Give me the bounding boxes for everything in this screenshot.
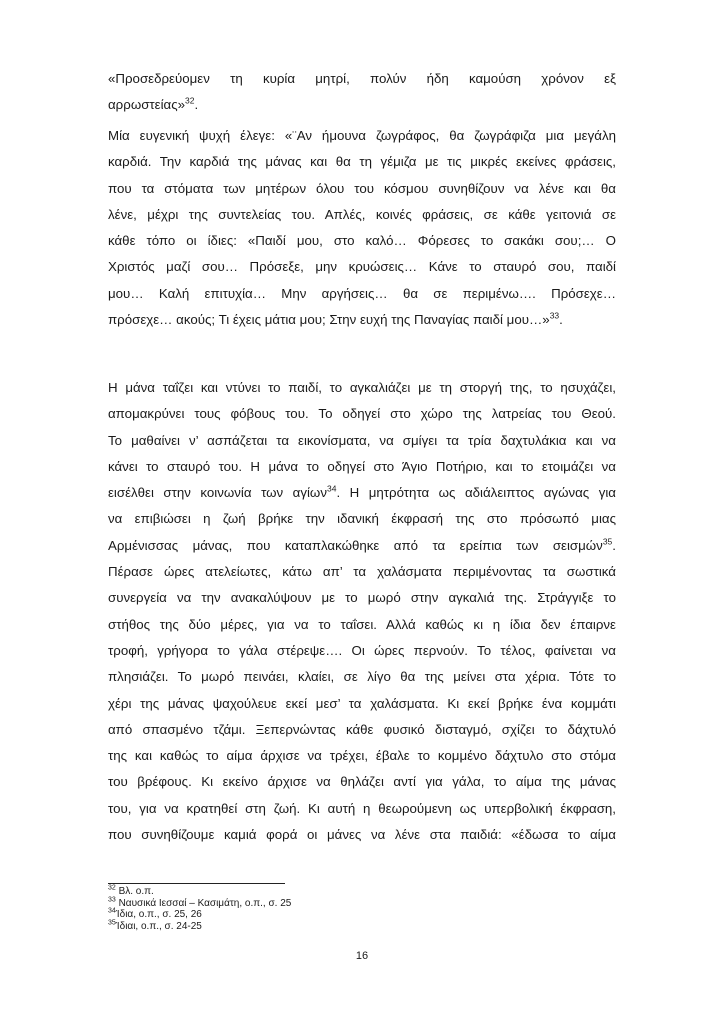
paragraph-line: τροφή, γρήγορα το γάλα στέρεψε…. Οι ώρες περνούν. Το τέλος, φαίνεται να <box>108 642 616 658</box>
footnote-separator <box>108 883 285 884</box>
footnote-number: 32 <box>108 884 116 892</box>
footnote-ref: 34 <box>326 483 337 494</box>
footnote-ref: 33 <box>549 310 560 321</box>
paragraph-line: από σπασμένο τζάμι. Ξεπερνώντας κάθε φυσικό δισταγμό, σχίζει το δάχτυλό <box>108 721 616 737</box>
paragraph-line-text: εισέλθει στην κοινωνία των αγίων <box>108 485 327 501</box>
footnote-text: Ναυσικά Ιεσσαί – Κασιμάτη, ο.π., σ. 25 <box>115 897 292 909</box>
page-number: 16 <box>355 950 369 962</box>
paragraph-line: Η μάνα ταΐζει και ντύνει το παιδί, το αγκαλιάζει με τη στοργή της, το ησυχάζει, <box>108 380 616 395</box>
paragraph-line: Πέρασε ώρες ατελείωτες, κάτω απ’ τα χαλάσματα περιμένοντας τα σωστικά <box>108 564 616 580</box>
paragraph-line: της και καθώς το αίμα άρχισε να τρέχει, έβαλε το κομμένο δάχτυλο στο στόμα <box>108 748 616 764</box>
footnote <box>108 909 508 921</box>
paragraph-1 <box>108 66 616 119</box>
paragraph-line: πλησιάζει. Το μωρό πεινάει, κλαίει, σε λίγο θα της μείνει στα χέρια. Τότε το <box>108 669 616 685</box>
paragraph-line: του, για να κρατηθεί στη ζωή. Κι αυτή η θεωρούμενη ως υπερβολική έκφραση, <box>108 800 616 816</box>
paragraph-line: μου… Καλή επιτυχία… Μην αργήσεις… θα σε περιμένω…. Πρόσεχε… <box>108 285 616 301</box>
paragraph-3 <box>108 375 616 848</box>
paragraph-line: αρρωστείας»$^{32}$. <box>108 95 199 113</box>
paragraph-line-text: πρόσεχε… ακούς; Τι έχεις μάτια μου; Στην ευχή της Παναγίας παιδί μου…» <box>108 312 550 328</box>
paragraph-line: Μία ευγενική ψυχή έλεγε: «¨Αν ήμουνα ζωγράφος, θα ζωγράφιζα μια μεγάλη <box>108 128 616 143</box>
paragraph-line: κάθε τόπο οι ίδιες: «Παιδί μου, στο καλό… Φόρεσες το σακάκι σου;… Ο <box>108 233 616 249</box>
paragraph-line: χέρι της μάνας ψαχούλευε εκεί μεσ’ τα χαλάσματα. Κι εκεί βρήκε ένα κομμάτι <box>108 695 616 711</box>
paragraph-line-text: αρρωστείας» <box>108 97 186 113</box>
paragraph-line: Το μαθαίνει ν’ ασπάζεται τα εικονίσματα, να σμίγει τα τρία δαχτυλάκια και να <box>108 432 616 448</box>
footnote-text: Ίδια, ο.π., σ. 25, 26 <box>115 909 202 921</box>
footnote-number: 33 <box>108 896 116 904</box>
paragraph-line: συνεργεία να την ανακαλύψουν με το μωρό στην αγκαλιά της. Στράγγιξε το <box>108 590 616 606</box>
paragraph-line: «Προσεδρεύομεν τη κυρία μητρί, πολύν ήδη καμούση χρόνον εξ <box>108 71 616 86</box>
footnote-number: 35 <box>108 919 116 927</box>
paragraph-line: πρόσεχε… ακούς; Τι έχεις μάτια μου; Στην ευχή της Παναγίας παιδί μου…»$^{33}$. <box>108 310 563 328</box>
footnote-ref: 32 <box>185 95 195 106</box>
footnote-ref: 35 <box>602 536 613 547</box>
paragraph-line: λένε, μέχρι της συντελείας του. Απλές, κοινές φράσεις, σε κάθε γειτονιά σε <box>108 206 616 222</box>
paragraph-2 <box>108 123 616 333</box>
footnote-text: Βλ. ο.π. <box>115 886 154 897</box>
footnote-text: Ίδιαι, ο.π., σ. 24-25 <box>115 920 202 932</box>
footnote <box>108 898 508 910</box>
paragraph-line: του βρέφους. Κι εκείνο άρχισε να θηλάζει αντί για γάλα, το αίμα της μάνας <box>108 774 616 790</box>
paragraph-line-text: . Η μητρότητα ως αδιάλειπτος αγώνας για <box>336 485 616 501</box>
paragraph-line: που συνηθίζουμε καμιά φορά οι μάνες να λένε στα παιδιά: «έδωσα το αίμα <box>108 827 616 843</box>
footnote <box>108 921 508 933</box>
paragraph-line: κάνει το σταυρό του. Η μάνα το οδηγεί στο Άγιο Ποτήριο, και το ετοιμάζει να <box>108 458 616 474</box>
paragraph-line: στήθος της δύο μέρες, για να το ταΐσει. Αλλά καθώς κι η ίδια δεν έπαιρνε <box>108 616 616 632</box>
footnote <box>108 886 508 898</box>
footnotes <box>108 886 508 932</box>
paragraph-line <box>108 480 616 506</box>
paragraph-line: απομακρύνει τους φόβους του. Το οδηγεί στο χώρο της λατρείας του Θεού. <box>108 406 616 422</box>
paragraph-line: που τα στόματα των μητέρων όλου του κόσμου συνηθίζουν να λένε και θα <box>108 180 616 196</box>
paragraph-line: Χριστός μαζί σου… Πρόσεξε, μην κρυώσεις… Κάνε το σταυρό σου, παιδί <box>108 259 616 275</box>
paragraph-line: να επιβιώσει η ζωή βρήκε την ιδανική έκφρασή της στο πρόσωπό μιας <box>108 511 616 527</box>
paragraph-line-text: . <box>612 537 616 553</box>
paragraph-line-text: Αρμένισσας μάνας, που καταπλακώθηκε από τα ερείπια των σεισμών <box>108 537 603 553</box>
paragraph-line <box>108 533 616 559</box>
footnote-number: 34 <box>108 907 116 915</box>
paragraph-line: καρδιά. Την καρδιά της μάνας και θα τη γέμιζα με τις μικρές εκείνες φράσεις, <box>108 154 616 170</box>
